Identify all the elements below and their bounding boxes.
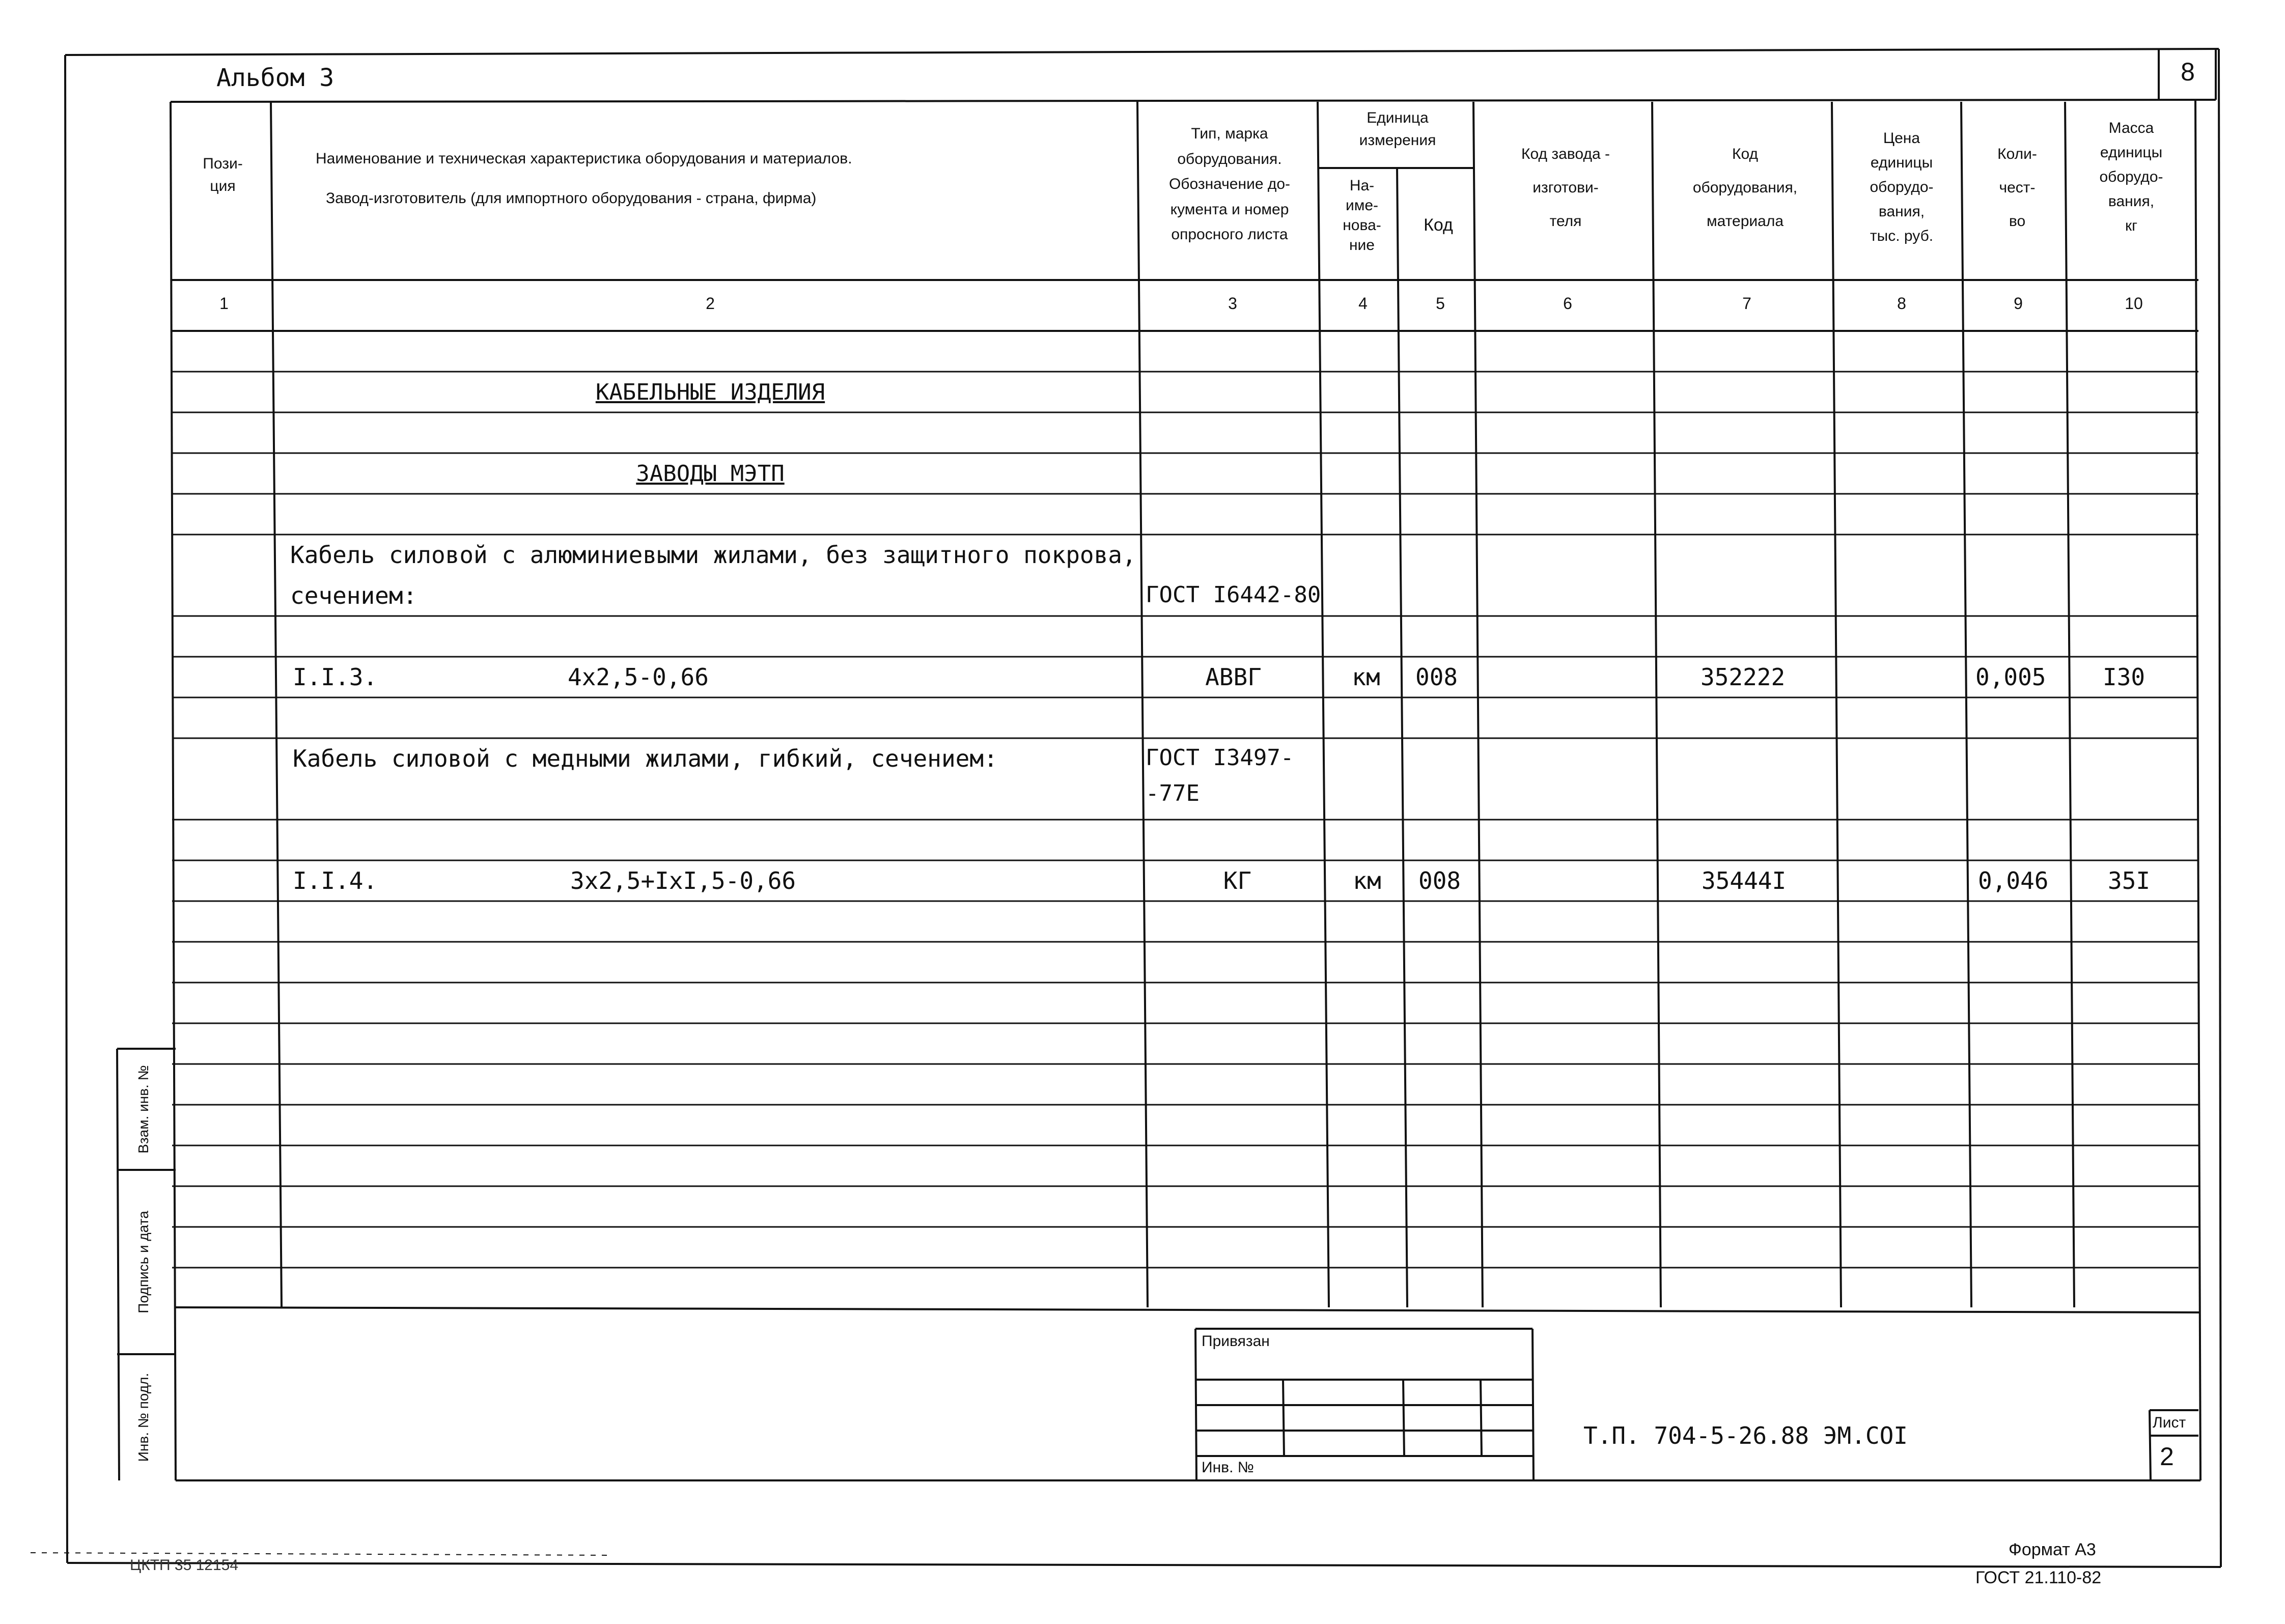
item-mass: I30 (2103, 663, 2145, 691)
side-label-inv-podl: Инв. № подл. (135, 1373, 151, 1462)
header-unit-name-line: На- (1349, 177, 1375, 194)
header-unit-line: Единица (1367, 109, 1429, 126)
header-type-line: опросного листа (1171, 226, 1288, 243)
header-unit-name-line: име- (1345, 197, 1379, 214)
side-label-podpis: Подпись и дата (135, 1211, 151, 1313)
header-equipment-code-line: оборудования, (1692, 179, 1798, 196)
header-mass-line: единицы (2100, 144, 2163, 161)
header-price-line: Цена (1883, 130, 1920, 147)
column-number: 8 (1897, 294, 1906, 313)
header-type-line: оборудования. (1177, 150, 1282, 167)
header-mass-line: оборудо- (2099, 169, 2163, 185)
album-label: Альбом 3 (216, 64, 335, 92)
group-description: Кабель силовой с медными жилами, гибкий, сечением: (293, 745, 998, 772)
item-spec: 3x2,5+IxI,5-0,66 (570, 867, 796, 894)
group-standard: ГОСТ I3497- (1146, 745, 1294, 771)
header-unit (1321, 107, 1474, 151)
group-description: Кабель силовой с алюминиевыми жилами, без защитного покрова, (290, 541, 1136, 569)
section-title: КАБЕЛЬНЫЕ ИЗДЕЛИЯ (595, 379, 825, 405)
header-quantity (1966, 137, 2068, 238)
item-spec: 4x2,5-0,66 (568, 663, 709, 691)
header-factory-code-line: теля (1549, 213, 1582, 230)
header-equipment-code (1657, 137, 1833, 238)
header-price-line: оборудо- (1870, 179, 1934, 195)
header-name (285, 148, 1130, 209)
footer-format: Формат А3 (2009, 1540, 2096, 1559)
header-unit-name-line: ние (1349, 237, 1375, 254)
header-type-line: кумента и номер (1170, 201, 1289, 218)
header-factory-code (1479, 137, 1652, 238)
header-unit-line: измерения (1359, 131, 1436, 149)
header-factory-code-line: изготови- (1532, 179, 1599, 196)
item-equipment-code: 35444I (1702, 867, 1787, 894)
header-quantity-line: чест- (1999, 179, 2036, 196)
header-position (176, 153, 270, 197)
item-mass: 35I (2108, 867, 2151, 894)
item-equipment-code: 352222 (1701, 663, 1786, 691)
column-number: 5 (1436, 294, 1445, 313)
header-factory-code-line: Код завода - (1521, 146, 1610, 162)
header-mass-line: кг (2125, 217, 2138, 234)
item-quantity: 0,005 (1975, 663, 2046, 691)
header-quantity-line: во (2009, 213, 2026, 230)
footer-code: ЦКТП 35 12154 (130, 1557, 239, 1574)
stamp-designation: Т.П. 704-5-26.88 ЭМ.СОI (1583, 1422, 1908, 1449)
header-position-line: Пози- (203, 155, 243, 172)
header-type-line: Тип, марка (1191, 125, 1268, 142)
header-mass (2070, 116, 2192, 238)
page-number: 8 (2181, 58, 2195, 86)
column-number: 7 (1742, 294, 1751, 313)
header-position-line: ция (210, 177, 236, 194)
header-mass-line: вания, (2108, 193, 2155, 210)
header-quantity-line: Коли- (1997, 146, 2037, 162)
item-unit: км (1353, 867, 1381, 894)
header-price (1838, 126, 1965, 248)
column-number: 3 (1228, 294, 1237, 313)
header-unit-name (1324, 176, 1400, 255)
stamp-sheet-label: Лист (2153, 1414, 2186, 1431)
header-type-line: Обозначение до- (1168, 176, 1291, 192)
header-unit-code: Код (1424, 215, 1453, 235)
section-subtitle: ЗАВОДЫ МЭТП (636, 461, 785, 487)
side-label-vzam: Взам. инв. № (135, 1065, 151, 1154)
group-standard: -77Е (1146, 780, 1200, 806)
header-price-line: единицы (1870, 154, 1933, 171)
header-type (1140, 121, 1319, 247)
stamp-inv-no: Инв. № (1202, 1459, 1254, 1476)
column-number: 1 (219, 294, 229, 313)
header-name-line: Завод-изготовитель (для импортного оборудования - страна, фирма) (326, 189, 817, 207)
header-unit-name-line: нова- (1343, 217, 1381, 234)
item-unit: км (1352, 663, 1380, 691)
item-position: I.I.3. (293, 663, 378, 691)
item-unit-code: 008 (1418, 867, 1461, 894)
group-description: сечением: (290, 582, 417, 609)
item-unit-code: 008 (1415, 663, 1458, 691)
column-number: 6 (1563, 294, 1572, 313)
header-equipment-code-line: материала (1706, 213, 1784, 230)
item-type: АВВГ (1205, 663, 1262, 691)
footer-gost: ГОСТ 21.110-82 (1975, 1568, 2102, 1587)
stamp-privyazan: Привязан (1202, 1333, 1270, 1350)
group-standard: ГОСТ I6442-80 (1146, 582, 1321, 608)
column-number: 10 (2125, 294, 2143, 313)
header-price-line: вания, (1878, 203, 1925, 220)
header-equipment-code-line: Код (1732, 146, 1758, 162)
item-position: I.I.4. (293, 867, 378, 894)
column-number: 2 (706, 294, 715, 313)
header-mass-line: Масса (2108, 120, 2154, 136)
header-name-line: Наименование и техническая характеристика оборудования и материалов. (316, 150, 852, 167)
column-number: 9 (2014, 294, 2023, 313)
column-number: 4 (1358, 294, 1368, 313)
item-quantity: 0,046 (1978, 867, 2049, 894)
stamp-sheet-number: 2 (2160, 1442, 2174, 1471)
item-type: КГ (1223, 867, 1252, 894)
header-price-line: тыс. руб. (1870, 228, 1934, 244)
